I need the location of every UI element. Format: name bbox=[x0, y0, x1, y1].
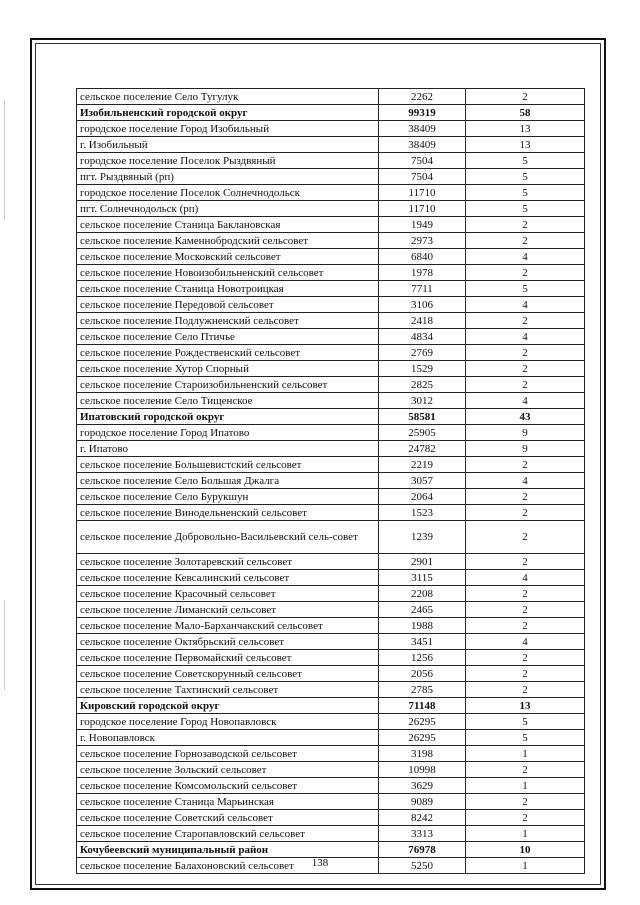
row-population-cell: 1949 bbox=[379, 217, 466, 233]
row-population-cell: 4834 bbox=[379, 329, 466, 345]
row-count-cell: 2 bbox=[466, 345, 585, 361]
row-count-cell: 2 bbox=[466, 586, 585, 602]
row-count-cell: 4 bbox=[466, 297, 585, 313]
row-population-cell: 2769 bbox=[379, 345, 466, 361]
table-row bbox=[77, 554, 585, 570]
row-name-cell: сельское поселение Советскорунный сельсовет bbox=[77, 666, 379, 682]
row-count-cell: 2 bbox=[466, 89, 585, 105]
row-name-cell: городское поселение Город Новопавловск bbox=[77, 714, 379, 730]
table-row bbox=[77, 249, 585, 265]
row-population-cell: 2785 bbox=[379, 682, 466, 698]
row-name-cell: городское поселение Город Изобильный bbox=[77, 121, 379, 137]
row-population-cell: 2825 bbox=[379, 377, 466, 393]
row-count-cell: 2 bbox=[466, 762, 585, 778]
row-name-cell: городское поселение Поселок Рыздвяный bbox=[77, 153, 379, 169]
table-row bbox=[77, 89, 585, 105]
row-name-cell: сельское поселение Московский сельсовет bbox=[77, 249, 379, 265]
row-name-cell: сельское поселение Село Большая Джалга bbox=[77, 473, 379, 489]
row-population-cell: 8242 bbox=[379, 810, 466, 826]
row-population-cell: 3057 bbox=[379, 473, 466, 489]
table-row bbox=[77, 313, 585, 329]
row-population-cell: 3198 bbox=[379, 746, 466, 762]
row-count-cell: 2 bbox=[466, 313, 585, 329]
row-count-cell: 2 bbox=[466, 666, 585, 682]
row-name-cell: сельское поселение Село Тугулук bbox=[77, 89, 379, 105]
row-name-cell: Ипатовский городской округ bbox=[77, 409, 379, 425]
table-row bbox=[77, 393, 585, 409]
table-row bbox=[77, 329, 585, 345]
row-population-cell: 99319 bbox=[379, 105, 466, 121]
row-population-cell: 11710 bbox=[379, 185, 466, 201]
table-row bbox=[77, 714, 585, 730]
row-count-cell: 2 bbox=[466, 361, 585, 377]
row-population-cell: 7711 bbox=[379, 281, 466, 297]
row-name-cell: г. Изобильный bbox=[77, 137, 379, 153]
row-population-cell: 3313 bbox=[379, 826, 466, 842]
row-population-cell: 5250 bbox=[379, 858, 466, 874]
row-count-cell: 10 bbox=[466, 842, 585, 858]
table-row bbox=[77, 746, 585, 762]
table-row bbox=[77, 441, 585, 457]
row-count-cell: 2 bbox=[466, 457, 585, 473]
row-count-cell: 4 bbox=[466, 249, 585, 265]
row-population-cell: 76978 bbox=[379, 842, 466, 858]
row-count-cell: 5 bbox=[466, 714, 585, 730]
row-count-cell: 13 bbox=[466, 121, 585, 137]
row-count-cell: 13 bbox=[466, 698, 585, 714]
row-population-cell: 10998 bbox=[379, 762, 466, 778]
row-count-cell: 1 bbox=[466, 858, 585, 874]
row-count-cell: 9 bbox=[466, 425, 585, 441]
scan-edge-mark bbox=[4, 100, 5, 220]
row-population-cell: 2064 bbox=[379, 489, 466, 505]
row-population-cell: 7504 bbox=[379, 169, 466, 185]
row-count-cell: 2 bbox=[466, 602, 585, 618]
row-population-cell: 25905 bbox=[379, 425, 466, 441]
row-count-cell: 4 bbox=[466, 393, 585, 409]
row-name-cell: сельское поселение Новоизобильненский сельсовет bbox=[77, 265, 379, 281]
row-name-cell: сельское поселение Тахтинский сельсовет bbox=[77, 682, 379, 698]
row-count-cell: 5 bbox=[466, 201, 585, 217]
row-name-cell: г. Ипатово bbox=[77, 441, 379, 457]
row-name-cell: сельское поселение Октябрьский сельсовет bbox=[77, 634, 379, 650]
page-number: 138 bbox=[311, 857, 329, 869]
table-row bbox=[77, 169, 585, 185]
row-name-cell: сельское поселение Станица Баклановская bbox=[77, 217, 379, 233]
row-count-cell: 58 bbox=[466, 105, 585, 121]
row-count-cell: 1 bbox=[466, 778, 585, 794]
table-row bbox=[77, 297, 585, 313]
row-name-cell: пгт. Солнечнодольск (рп) bbox=[77, 201, 379, 217]
row-population-cell: 26295 bbox=[379, 730, 466, 746]
row-name-cell: городское поселение Поселок Солнечнодольск bbox=[77, 185, 379, 201]
row-name-cell: сельское поселение Передовой сельсовет bbox=[77, 297, 379, 313]
row-name-cell: сельское поселение Винодельненский сельсовет bbox=[77, 505, 379, 521]
row-name-cell: городское поселение Город Ипатово bbox=[77, 425, 379, 441]
row-name-cell: сельское поселение Комсомольский сельсовет bbox=[77, 778, 379, 794]
row-name-cell: сельское поселение Добровольно-Васильевский сель-совет bbox=[77, 521, 379, 554]
row-name-cell: сельское поселение Балахоновский сельсовет bbox=[77, 858, 379, 874]
row-name-cell: сельское поселение Красочный сельсовет bbox=[77, 586, 379, 602]
table-row bbox=[77, 361, 585, 377]
row-count-cell: 2 bbox=[466, 265, 585, 281]
row-count-cell: 2 bbox=[466, 217, 585, 233]
table-row bbox=[77, 457, 585, 473]
table-row bbox=[77, 570, 585, 586]
table-row bbox=[77, 201, 585, 217]
table-row bbox=[77, 121, 585, 137]
row-count-cell: 1 bbox=[466, 826, 585, 842]
row-count-cell: 2 bbox=[466, 233, 585, 249]
table-row bbox=[77, 618, 585, 634]
row-population-cell: 3629 bbox=[379, 778, 466, 794]
row-population-cell: 2973 bbox=[379, 233, 466, 249]
table-row bbox=[77, 217, 585, 233]
row-population-cell: 1988 bbox=[379, 618, 466, 634]
row-name-cell: сельское поселение Старопавловский сельсовет bbox=[77, 826, 379, 842]
row-name-cell: сельское поселение Кевсалинский сельсовет bbox=[77, 570, 379, 586]
row-name-cell: сельское поселение Первомайский сельсовет bbox=[77, 650, 379, 666]
row-count-cell: 2 bbox=[466, 794, 585, 810]
table-row bbox=[77, 489, 585, 505]
table-row bbox=[77, 730, 585, 746]
table-row bbox=[77, 682, 585, 698]
row-name-cell: пгт. Рыздвяный (рп) bbox=[77, 169, 379, 185]
row-population-cell: 1978 bbox=[379, 265, 466, 281]
row-population-cell: 3115 bbox=[379, 570, 466, 586]
table-row bbox=[77, 698, 585, 714]
row-count-cell: 4 bbox=[466, 329, 585, 345]
row-count-cell: 5 bbox=[466, 281, 585, 297]
row-population-cell: 2465 bbox=[379, 602, 466, 618]
row-population-cell: 71148 bbox=[379, 698, 466, 714]
row-population-cell: 24782 bbox=[379, 441, 466, 457]
table-row bbox=[77, 586, 585, 602]
table-row bbox=[77, 265, 585, 281]
row-name-cell: Кочубеевский муниципальный район bbox=[77, 842, 379, 858]
row-population-cell: 38409 bbox=[379, 121, 466, 137]
table-row bbox=[77, 137, 585, 153]
table-body bbox=[77, 89, 585, 874]
row-name-cell: сельское поселение Рождественский сельсовет bbox=[77, 345, 379, 361]
row-count-cell: 2 bbox=[466, 618, 585, 634]
row-population-cell: 1256 bbox=[379, 650, 466, 666]
table-row bbox=[77, 842, 585, 858]
table-row bbox=[77, 602, 585, 618]
table-row bbox=[77, 185, 585, 201]
row-count-cell: 5 bbox=[466, 185, 585, 201]
table-row bbox=[77, 105, 585, 121]
scan-edge-mark bbox=[4, 600, 5, 690]
row-name-cell: Изобильненский городской округ bbox=[77, 105, 379, 121]
row-count-cell: 2 bbox=[466, 682, 585, 698]
table-row bbox=[77, 521, 585, 554]
row-name-cell: сельское поселение Подлужненский сельсовет bbox=[77, 313, 379, 329]
row-population-cell: 1239 bbox=[379, 521, 466, 554]
row-count-cell: 5 bbox=[466, 169, 585, 185]
row-population-cell: 7504 bbox=[379, 153, 466, 169]
row-name-cell: сельское поселение Село Птичье bbox=[77, 329, 379, 345]
row-name-cell: сельское поселение Село Бурукшун bbox=[77, 489, 379, 505]
row-name-cell: сельское поселение Зольский сельсовет bbox=[77, 762, 379, 778]
row-name-cell: сельское поселение Советский сельсовет bbox=[77, 810, 379, 826]
table-row bbox=[77, 810, 585, 826]
table-row bbox=[77, 650, 585, 666]
row-count-cell: 2 bbox=[466, 521, 585, 554]
row-name-cell: г. Новопавловск bbox=[77, 730, 379, 746]
row-name-cell: Кировский городской округ bbox=[77, 698, 379, 714]
row-count-cell: 4 bbox=[466, 570, 585, 586]
row-population-cell: 9089 bbox=[379, 794, 466, 810]
row-name-cell: сельское поселение Каменнобродский сельсовет bbox=[77, 233, 379, 249]
row-name-cell: сельское поселение Станица Новотроицкая bbox=[77, 281, 379, 297]
row-population-cell: 3012 bbox=[379, 393, 466, 409]
row-population-cell: 1523 bbox=[379, 505, 466, 521]
row-name-cell: сельское поселение Село Тищенское bbox=[77, 393, 379, 409]
table-row bbox=[77, 153, 585, 169]
population-table bbox=[76, 88, 585, 874]
table-row bbox=[77, 634, 585, 650]
row-count-cell: 9 bbox=[466, 441, 585, 457]
table-row bbox=[77, 345, 585, 361]
row-population-cell: 11710 bbox=[379, 201, 466, 217]
row-name-cell: сельское поселение Хутор Спорный bbox=[77, 361, 379, 377]
row-name-cell: сельское поселение Большевистский сельсовет bbox=[77, 457, 379, 473]
table-row bbox=[77, 409, 585, 425]
table-row bbox=[77, 473, 585, 489]
row-name-cell: сельское поселение Мало-Барханчакский сельсовет bbox=[77, 618, 379, 634]
row-count-cell: 1 bbox=[466, 746, 585, 762]
row-name-cell: сельское поселение Горнозаводской сельсовет bbox=[77, 746, 379, 762]
table-row bbox=[77, 778, 585, 794]
row-count-cell: 43 bbox=[466, 409, 585, 425]
table-row bbox=[77, 233, 585, 249]
table-row bbox=[77, 794, 585, 810]
row-population-cell: 2262 bbox=[379, 89, 466, 105]
table-row bbox=[77, 281, 585, 297]
row-count-cell: 2 bbox=[466, 377, 585, 393]
row-population-cell: 2901 bbox=[379, 554, 466, 570]
row-population-cell: 2219 bbox=[379, 457, 466, 473]
table-row bbox=[77, 666, 585, 682]
row-count-cell: 2 bbox=[466, 489, 585, 505]
row-population-cell: 1529 bbox=[379, 361, 466, 377]
row-name-cell: сельское поселение Золотаревский сельсовет bbox=[77, 554, 379, 570]
row-count-cell: 4 bbox=[466, 473, 585, 489]
row-population-cell: 26295 bbox=[379, 714, 466, 730]
table-row bbox=[77, 505, 585, 521]
row-count-cell: 5 bbox=[466, 730, 585, 746]
row-population-cell: 6840 bbox=[379, 249, 466, 265]
row-count-cell: 4 bbox=[466, 634, 585, 650]
row-population-cell: 58581 bbox=[379, 409, 466, 425]
table-row bbox=[77, 826, 585, 842]
table-row bbox=[77, 425, 585, 441]
row-count-cell: 5 bbox=[466, 153, 585, 169]
row-name-cell: сельское поселение Лиманский сельсовет bbox=[77, 602, 379, 618]
table-row bbox=[77, 762, 585, 778]
row-population-cell: 2056 bbox=[379, 666, 466, 682]
row-count-cell: 2 bbox=[466, 650, 585, 666]
row-population-cell: 2208 bbox=[379, 586, 466, 602]
row-population-cell: 2418 bbox=[379, 313, 466, 329]
row-name-cell: сельское поселение Староизобильненский сельсовет bbox=[77, 377, 379, 393]
table-row bbox=[77, 377, 585, 393]
row-count-cell: 2 bbox=[466, 810, 585, 826]
row-count-cell: 2 bbox=[466, 554, 585, 570]
row-population-cell: 38409 bbox=[379, 137, 466, 153]
row-count-cell: 2 bbox=[466, 505, 585, 521]
row-count-cell: 13 bbox=[466, 137, 585, 153]
row-population-cell: 3451 bbox=[379, 634, 466, 650]
row-name-cell: сельское поселение Станица Марьинская bbox=[77, 794, 379, 810]
row-population-cell: 3106 bbox=[379, 297, 466, 313]
